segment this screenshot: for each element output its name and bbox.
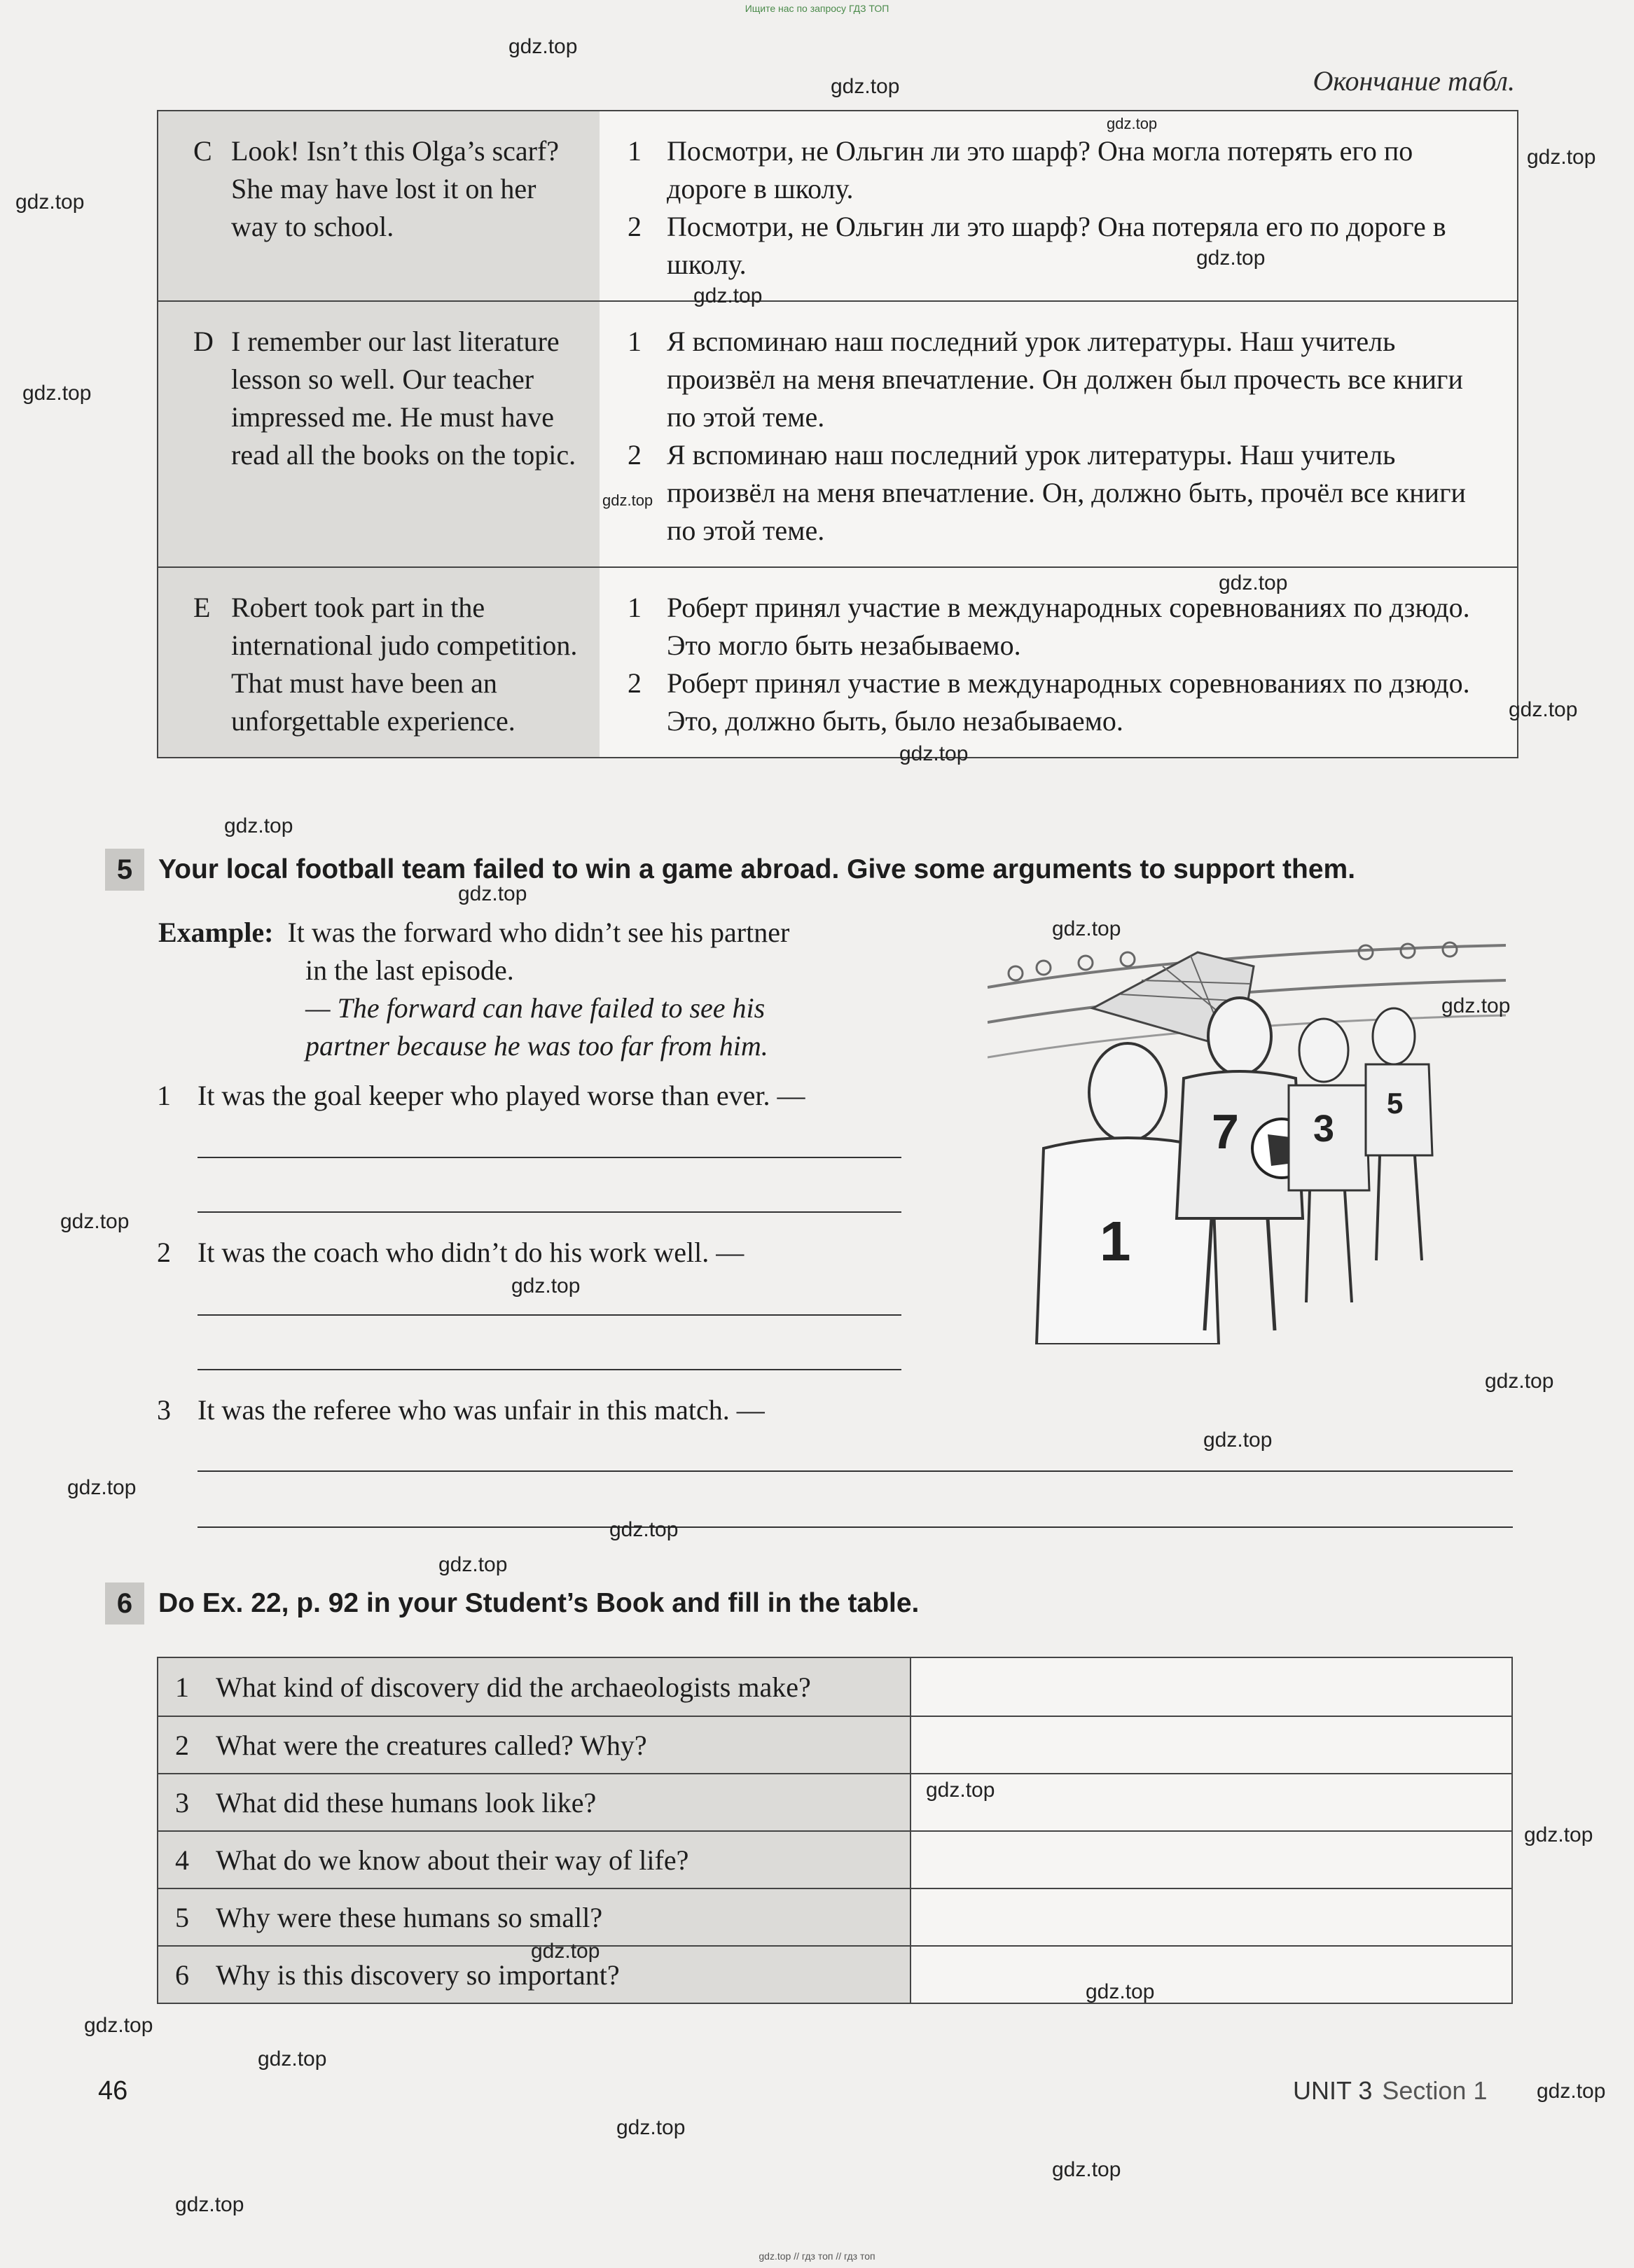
table-row	[158, 300, 1517, 566]
translation-option[interactable]: 2 Роберт принял участие в международных соревнованиях по дзюдо. Это, должно быть, было незабываемо.	[628, 667, 1470, 737]
watermark: gdz.top	[1537, 2080, 1606, 2103]
question-text: What kind of discovery did the archaeologists make?	[216, 1671, 811, 1703]
question-text: Why is this discovery so important?	[216, 1959, 620, 1991]
watermark: gdz.top	[458, 882, 527, 905]
english-sentence: Look! Isn’t this Olga’s scarf? She may have lost it on her way to school.	[231, 135, 560, 242]
table-row: 4 What do we know about their way of life?	[158, 1830, 1511, 1888]
unit-section-label: UNIT 3 Section 1	[1293, 2076, 1488, 2105]
table-row: 1 What kind of discovery did the archaeologists make?	[158, 1658, 1511, 1716]
watermark: gdz.top	[511, 1274, 581, 1298]
watermark: gdz.top	[258, 2047, 327, 2071]
watermark: gdz.top	[831, 75, 900, 98]
exercise-number: 6	[105, 1582, 144, 1625]
watermark: gdz.top	[438, 1553, 508, 1576]
answer-cell[interactable]	[911, 1658, 1511, 1716]
answer-line[interactable]	[198, 1314, 901, 1316]
table-continued-label: Окончание табл.	[1313, 65, 1515, 97]
table-row: 5 Why were these humans so small?	[158, 1888, 1511, 1945]
watermark: gdz.top	[1441, 994, 1511, 1017]
answer-cell[interactable]	[911, 1717, 1511, 1773]
shirt-number: 5	[1387, 1087, 1404, 1120]
watermark: gdz.top	[602, 492, 653, 509]
watermark: gdz.top	[531, 1940, 600, 1963]
answer-cell[interactable]	[911, 1832, 1511, 1888]
shirt-number: 3	[1313, 1108, 1335, 1150]
table-row: 2 What were the creatures called? Why?	[158, 1716, 1511, 1773]
watermark: gdz.top	[926, 1779, 995, 1802]
example-answer: — The forward can have failed to see his	[305, 992, 766, 1024]
watermark: gdz.top	[224, 814, 293, 837]
answer-cell[interactable]	[911, 1889, 1511, 1945]
watermark: gdz.top	[609, 1518, 679, 1541]
exercise-6-header	[105, 1582, 919, 1625]
watermark: gdz.top	[1524, 1823, 1593, 1846]
translation-option[interactable]: 1 Посмотри, не Ольгин ли это шарф? Она могла потерять его по дороге в школу.	[628, 135, 1413, 204]
exercise-instruction: Do Ex. 22, p. 92 in your Student’s Book and fill in the table.	[158, 1588, 920, 1618]
watermark: gdz.top	[616, 2116, 686, 2139]
answer-cell[interactable]	[911, 1947, 1511, 2003]
page-number: 46	[98, 2076, 128, 2106]
english-sentence: Robert took part in the international judo competition. That must have been an unforgettable experience.	[231, 592, 578, 737]
watermark: gdz.top	[1509, 698, 1578, 721]
watermark: gdz.top	[175, 2193, 244, 2216]
watermark: gdz.top	[1086, 1980, 1155, 2003]
table-row: 3 What did these humans look like?	[158, 1773, 1511, 1830]
question-text: What were the creatures called? Why?	[216, 1729, 647, 1761]
example-line: It was the forward who didn’t see his partner	[287, 917, 790, 948]
continued-table	[157, 110, 1518, 758]
top-note: Ищите нас по запросу ГДЗ ТОП	[745, 3, 889, 14]
answer-line[interactable]	[198, 1470, 1513, 1472]
exercise-5-header	[105, 849, 1355, 891]
watermark: gdz.top	[60, 1210, 130, 1233]
task-item: 1 It was the goal keeper who played worse than ever. —	[157, 1080, 805, 1111]
answer-line[interactable]	[198, 1369, 901, 1370]
row-letter: E	[193, 592, 211, 623]
watermark: gdz.top	[1107, 115, 1158, 132]
question-text: Why were these humans so small?	[216, 1901, 603, 1933]
example-line: in the last episode.	[305, 954, 514, 986]
watermark: gdz.top	[1052, 2158, 1121, 2181]
answer-line[interactable]	[198, 1157, 901, 1158]
table-row: 6 Why is this discovery so important?	[158, 1945, 1511, 2003]
exercise-instruction: Your local football team failed to win a game abroad. Give some arguments to support them.	[158, 854, 1356, 884]
task-item: 3 It was the referee who was unfair in this match. —	[157, 1394, 765, 1426]
exercise-number: 5	[105, 849, 144, 891]
answer-cell[interactable]	[911, 1774, 1511, 1830]
watermark: gdz.top	[508, 35, 578, 58]
row-letter: D	[193, 326, 214, 357]
example-block	[158, 914, 789, 1065]
question-text: What do we know about their way of life?	[216, 1844, 689, 1876]
watermark: gdz.top	[67, 1476, 137, 1499]
watermark: gdz.top	[84, 2014, 153, 2037]
answer-line[interactable]	[198, 1211, 901, 1213]
questions-table	[157, 1657, 1513, 2004]
watermark: gdz.top	[693, 284, 763, 307]
watermark: gdz.top	[15, 190, 85, 214]
translation-option[interactable]: 1 Роберт принял участие в международных соревнованиях по дзюдо. Это могло быть незабываемо.	[628, 592, 1470, 661]
football-players-illustration	[988, 924, 1506, 1344]
task-item: 2 It was the coach who didn’t do his work well. —	[157, 1237, 745, 1268]
watermark: gdz.top	[1196, 246, 1266, 270]
translation-option[interactable]: 2 Я вспоминаю наш последний урок литературы. Наш учитель произвёл на меня впечатление. Он, должно быть, прочёл все книги по этой теме.	[628, 439, 1466, 546]
shirt-number: 1	[1100, 1210, 1131, 1272]
translation-option[interactable]: 1 Я вспоминаю наш последний урок литературы. Наш учитель произвёл на меня впечатление. Он должен был прочесть все книги по этой теме.	[628, 326, 1463, 433]
english-sentence: I remember our last literature lesson so well. Our teacher impressed me. He must have read all the books on the topic.	[231, 326, 576, 471]
watermark: gdz.top	[1052, 917, 1121, 940]
table-row	[158, 111, 1517, 300]
translation-option[interactable]: 2 Посмотри, не Ольгин ли это шарф? Она потеряла его по дороге в школу.	[628, 211, 1446, 280]
watermark: gdz.top	[1219, 571, 1288, 594]
table-row	[158, 566, 1517, 757]
row-letter: C	[193, 135, 212, 167]
bottom-note: gdz.top // гдз топ // гдз топ	[759, 2250, 875, 2262]
example-label: Example:	[158, 917, 274, 948]
watermark: gdz.top	[1485, 1370, 1554, 1393]
watermark: gdz.top	[1203, 1428, 1273, 1452]
answer-line[interactable]	[198, 1526, 1513, 1528]
watermark: gdz.top	[899, 742, 969, 765]
watermark: gdz.top	[22, 382, 92, 405]
question-text: What did these humans look like?	[216, 1786, 597, 1818]
watermark: gdz.top	[1527, 146, 1596, 169]
example-answer: partner because he was too far from him.	[305, 1030, 768, 1062]
shirt-number: 7	[1212, 1104, 1239, 1159]
